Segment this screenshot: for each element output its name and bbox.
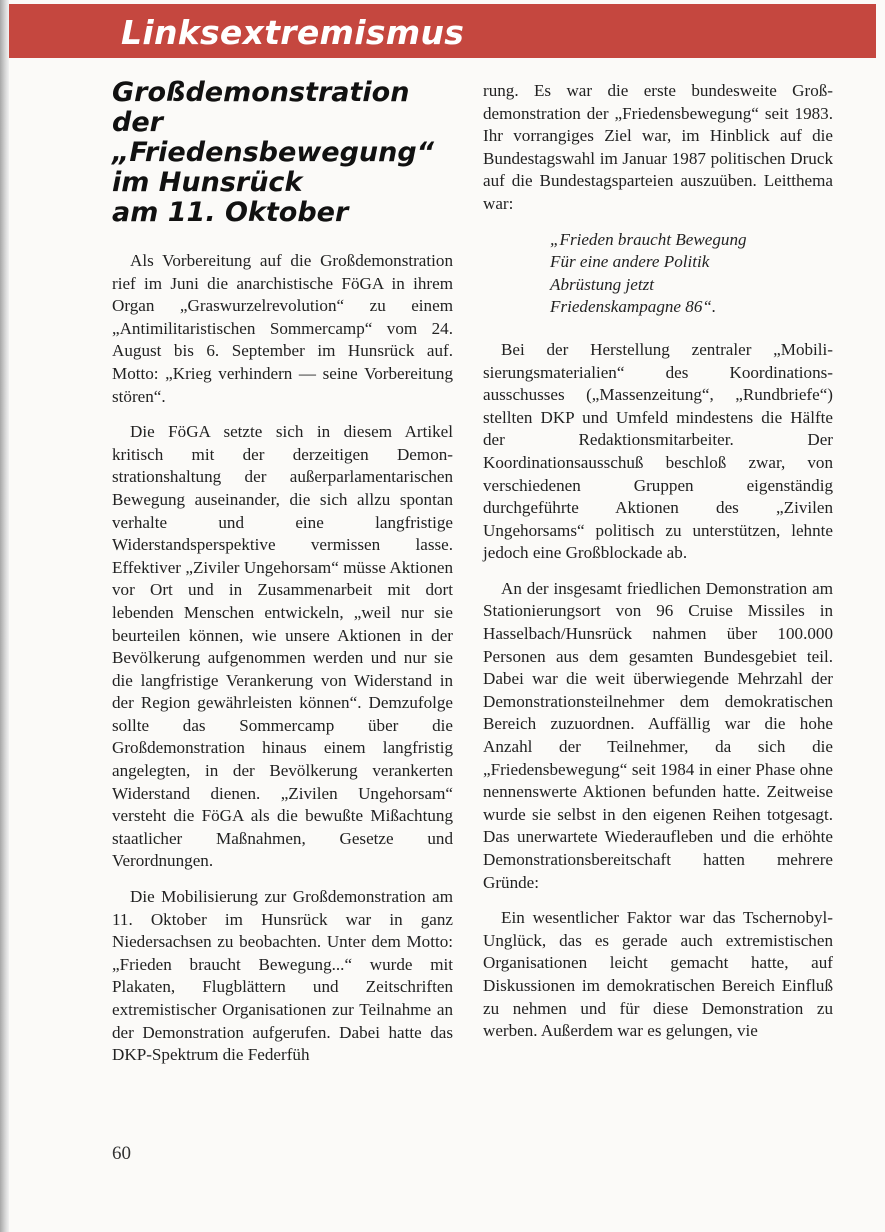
section-title: Linksextremismus bbox=[121, 13, 465, 52]
paragraph: Die Mobilisierung zur Großdemonstration am 11. Oktober im Hunsrück war in ganz Niedersachsen zu beobachten. Unter dem Motto: „Frieden braucht Bewegung...“ wurde mit Plakaten, Flugblättern und Zeitschriften extremistischer Organisationen zur Teilnahme an der Demonstration aufgerufen. Dabei hatte das DKP-Spektrum die Federfüh bbox=[112, 887, 453, 1065]
heading-line: Großdemonstration bbox=[112, 77, 410, 108]
quote-line: Abrüstung jetzt bbox=[550, 274, 654, 294]
paragraph: Ein wesentlicher Faktor war das Tschernobyl-Unglück, das es gerade auch extremistischen Organisationen leicht gemacht hatte, auf Diskussionen im demokratischen Bereich Einfluß zu nehmen und für diese Demonstration zu werben. Außerdem war es gelungen, vie bbox=[483, 908, 833, 1041]
paragraph: Als Vorbereitung auf die Großdemonstration rief im Juni die anarchistische FöGA in ihrem Organ „Graswurzelrevolution“ zu einem „Antimilitaristischen Sommercamp“ vom 24. August bis 6. September im Hunsrück auf. Motto: „Krieg verhindern — seine Vorbereitung stören“. bbox=[112, 251, 453, 406]
heading-line: im Hunsrück bbox=[112, 167, 303, 198]
paragraph: An der insgesamt friedlichen Demonstration am Stationierungsort von 96 Cruise Missiles in Hasselbach/Hunsrück nahmen über 100.000 Personen aus dem gesamten Bundesgebiet teil. Dabei war die weit überwiegende Mehrzahl der Demonstrationsteilnehmer dem demokratischen Bereich zuzuordnen. Auffällig war die hohe Anzahl der Teilnehmer, da sich die „Friedensbewegung“ seit 1984 in einer Phase ohne nennenswerte Aktionen befunden hatte. Zeitweise wurde sie selbst in den eigenen Reihen totgesagt. Das unerwartete Wiederaufleben und die erhöhte Demonstrationsbereitschaft hatten mehrere Gründe: bbox=[483, 578, 833, 892]
paragraph-continued: rung. Es war die erste bundesweite Großdemonstration der „Friedensbewegung“ seit 1983. Ihr vorrangiges Ziel war, im Hinblick auf die Bundestagswahl im Januar 1987 politischen Druck auf die Bundestagsparteien auszuüben. Leitthema war: bbox=[483, 81, 833, 213]
heading-line: „Friedensbewegung“ bbox=[112, 137, 435, 168]
heading-line: der bbox=[112, 107, 163, 138]
right-column bbox=[483, 80, 833, 1056]
paragraph: Bei der Herstellung zentraler „Mobilisierungsmaterialien“ des Koordinationsausschusses („Massenzeitung“, „Rundbriefe“) stellten DKP und Umfeld mindestens die Hälfte der Redaktionsmitarbeiter. Der Koordinationsausschuß beschloß zwar, von verschiedenen Gruppen eigenständig durchgeführte Aktionen des „Zivilen Ungehorsams“ politisch zu unterstützen, lehnte jedoch eine Großblockade ab. bbox=[483, 339, 833, 563]
motto-quote bbox=[550, 229, 833, 319]
article-heading bbox=[112, 78, 453, 228]
heading-line: am 11. Oktober bbox=[112, 197, 349, 228]
page-binding-edge bbox=[0, 0, 9, 1232]
left-column bbox=[112, 78, 453, 1080]
paragraph: Die FöGA setzte sich in diesem Artikel kritisch mit der derzeitigen Demonstrationshaltung der außerparlamentarischen Bewegung auseinander, die sich allzu spontan verhalte und eine langfristige Widerstandsperspektive vermissen lasse. Effektiver „Ziviler Ungehorsam“ müsse Aktionen vor Ort und in Zusammenarbeit mit dort lebenden Menschen entwickeln, „weil nur sie beurteilen können, wie unsere Aktionen in der Bevölkerung aufgenommen werden und nur sie die langfristige Verankerung von Widerstand in der Region gewährleisten können“. Demzufolge sollte das Sommercamp über die Großdemonstration hinaus einem langfristig angelegten, in der Bevölkerung verankerten Widerstand dienen. „Zivilen Ungehorsam“ versteht die FöGA als die bewußte Mißachtung staatlicher Maßnahmen, Gesetze und Verordnungen. bbox=[112, 422, 453, 871]
section-banner bbox=[9, 4, 876, 58]
page-number: 60 bbox=[112, 1143, 131, 1164]
quote-line: „Frieden braucht Bewegung bbox=[550, 229, 747, 249]
quote-line: Für eine andere Politik bbox=[550, 252, 710, 272]
quote-line: Friedenskampagne 86“. bbox=[550, 297, 717, 317]
